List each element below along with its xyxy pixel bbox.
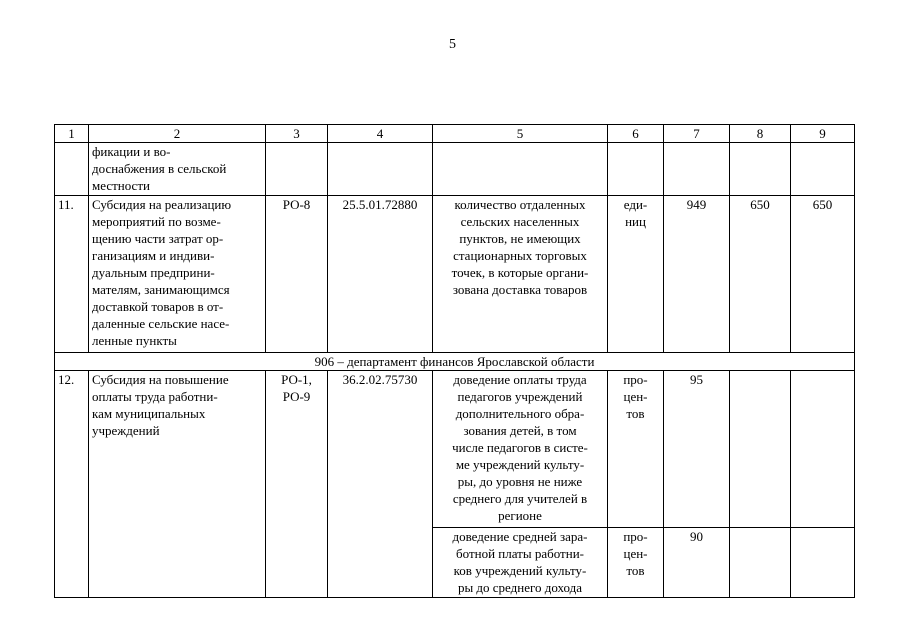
code-cell: РО-8 — [266, 196, 328, 353]
row-number-cell: 12. — [55, 371, 89, 598]
value-cell: 95 — [664, 371, 730, 528]
indicators-table — [54, 124, 855, 598]
value-cell — [664, 143, 730, 196]
value-cell — [791, 143, 855, 196]
budget-code-cell: 25.5.01.72880 — [328, 196, 433, 353]
unit-cell — [608, 143, 664, 196]
value-cell: 650 — [791, 196, 855, 353]
row-number-cell: 11. — [55, 196, 89, 353]
indicator-cell: доведение средней зара- ботной платы работни- ков учреждений культу- ры до среднего дохода — [433, 528, 608, 598]
header-cell: 5 — [433, 125, 608, 143]
name-cell: Субсидия на реализацию мероприятий по возме- щению части затрат ор- ганизациям и индиви- дуальным предприни- мателям, занимающимся доставкой товаров в от- даленные сельские насе- ленные пункты — [89, 196, 266, 353]
value-cell — [791, 528, 855, 598]
unit-cell: про- цен- тов — [608, 528, 664, 598]
header-cell: 6 — [608, 125, 664, 143]
unit-cell: про- цен- тов — [608, 371, 664, 528]
header-cell: 9 — [791, 125, 855, 143]
unit-cell: еди- ниц — [608, 196, 664, 353]
indicator-cell: доведение оплаты труда педагогов учреждений дополнительного обра- зования детей, в том числе педагогов в систе- ме учреждений культу- ры, до уровня не ниже среднего для учителей в регионе — [433, 371, 608, 528]
value-cell — [730, 143, 791, 196]
header-cell: 3 — [266, 125, 328, 143]
value-cell — [730, 371, 791, 528]
table-row — [55, 371, 855, 528]
header-cell: 7 — [664, 125, 730, 143]
section-row — [55, 353, 855, 371]
value-cell — [730, 528, 791, 598]
header-cell: 4 — [328, 125, 433, 143]
indicator-cell: количество отдаленных сельских населенных пунктов, не имеющих стационарных торговых точек, в которые органи- зована доставка товаров — [433, 196, 608, 353]
value-cell: 650 — [730, 196, 791, 353]
value-cell — [791, 371, 855, 528]
header-cell: 1 — [55, 125, 89, 143]
row-number-cell — [55, 143, 89, 196]
table-header-row — [55, 125, 855, 143]
budget-code-cell — [328, 143, 433, 196]
name-cell: Субсидия на повышение оплаты труда работни- кам муниципальных учреждений — [89, 371, 266, 598]
code-cell: РО-1, РО-9 — [266, 371, 328, 598]
code-cell — [266, 143, 328, 196]
indicator-cell — [433, 143, 608, 196]
name-cell: фикации и во- доснабжения в сельской местности — [89, 143, 266, 196]
header-cell: 8 — [730, 125, 791, 143]
value-cell: 90 — [664, 528, 730, 598]
section-title: 906 – департамент финансов Ярославской области — [55, 353, 855, 371]
table-row — [55, 143, 855, 196]
budget-code-cell: 36.2.02.75730 — [328, 371, 433, 598]
header-cell: 2 — [89, 125, 266, 143]
page-number: 5 — [449, 37, 456, 52]
table-row — [55, 196, 855, 353]
value-cell: 949 — [664, 196, 730, 353]
